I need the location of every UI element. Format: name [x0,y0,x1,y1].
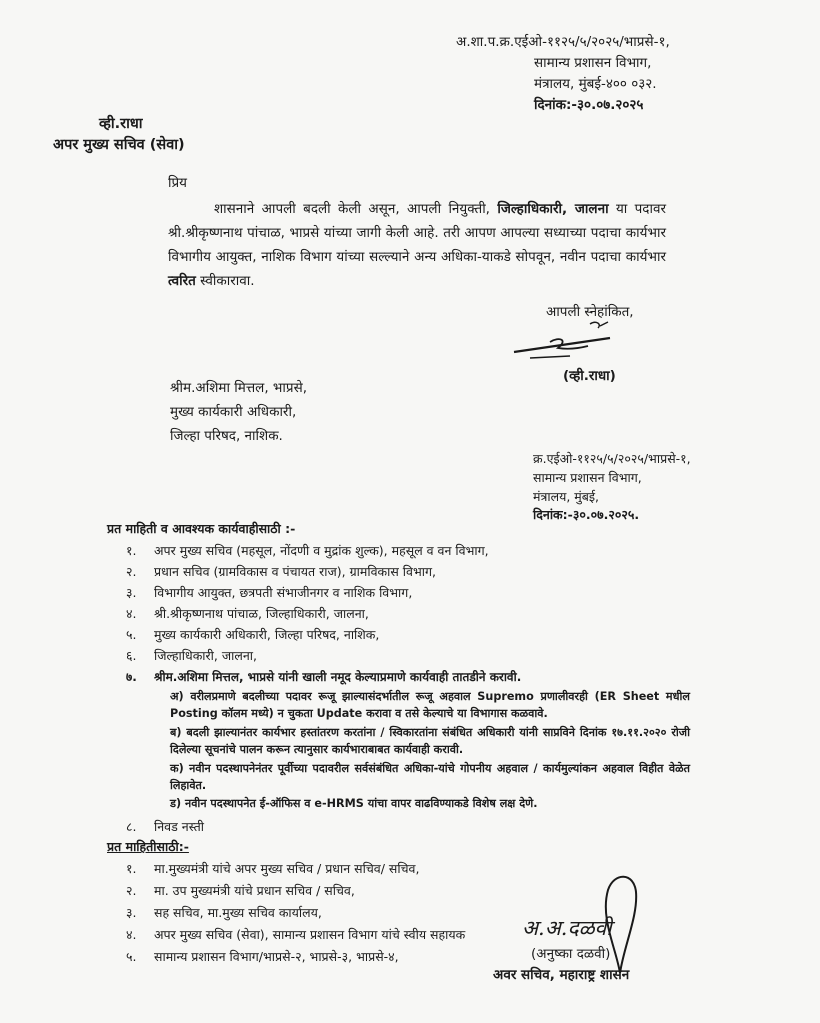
list-item: २. मा. उप मुख्यमंत्री यांचे प्रधान सचिव / सचिव, [126,883,355,898]
sub-item-c: क) नवीन पदस्थापनेनंतर पूर्वीच्या पदावरील सर्वसंबंधित अधिका-यांचे गोपनीय अहवाल / कार्यमुल्यांकन अहवाल विहीत वेळेत लिहावेत. [170,762,690,792]
header-ref-no: अ.शा.प.क्र.एईओ-११२५/५/२०२५/भाप्रसे-१, [456,34,670,50]
body-urgent: त्वरित [168,273,196,289]
body-part1: शासनाने आपली बदली केली असून, आपली नियुक्ती, [214,201,498,217]
list-item: १. मा.मुख्यमंत्री यांचे अपर मुख्य सचिव / प्रधान सचिव/ सचिव, [126,861,420,876]
addressee-line3: जिल्हा परिषद, नाशिक. [170,428,283,444]
list-item: २. प्रधान सचिव (ग्रामविकास व पंचायत राज), ग्रामविकास विभाग, [126,564,437,579]
body-part3: स्वीकारावा. [195,273,255,289]
copy-ref-date: दिनांक:-३०.०७.२०२५. [533,507,640,522]
footer-sign-name: (अनुष्का दळवी) [531,946,611,962]
list-item: १. अपर मुख्य सचिव (महसूल, नोंदणी व मुद्रांक शुल्क), महसूल व वन विभाग, [126,543,489,558]
header-address: मंत्रालय, मुंबई-४०० ०३२. [534,76,657,92]
sender-designation: अपर मुख्य सचिव (सेवा) [53,137,185,153]
list-item: ५. सामान्य प्रशासन विभाग/भाप्रसे-२, भाप्रसे-३, भाप्रसे-४, [126,949,399,964]
sub-item-d: ड) नवीन पदस्थापनेत ई-ऑफिस व e-HRMS यांचा वापर वाढविण्याकडे विशेष लक्ष देणे. [170,797,538,810]
list-item: ८. निवड नस्ती [126,819,204,834]
copy-action-heading: प्रत माहिती व आवश्यक कार्यवाहीसाठी :- [107,521,296,536]
body-post: जिल्हाधिकारी, जालना [497,201,609,217]
body-paragraph [168,197,666,293]
list-item: ६. जिल्हाधिकारी, जालना, [126,648,257,663]
body-part2: या पदावर श्री.श्रीकृष्णनाथ पांचाळ, भाप्रसे यांच्या जागी केली आहे. तरी आपण आपल्या सध्याच्या पदाचा कार्यभार विभागीय आयुक्त, नाशिक विभाग यांच्या सल्ल्याने अन्य अधिका-याकडे सोपवून, नवीन पदाचा कार्यभार [168,201,666,265]
header-date: दिनांक:-३०.०७.२०२५ [534,97,644,113]
addressee-line2: मुख्य कार्यकारी अधिकारी, [170,404,297,420]
signature-radha [510,318,630,370]
salutation: प्रिय [168,175,188,191]
addressee-line1: श्रीम.अशिमा मित्तल, भाप्रसे, [170,380,307,396]
list-item: ३. सह सचिव, मा.मुख्य सचिव कार्यालय, [126,905,322,920]
closing-signatory: (व्ही.राधा) [563,368,616,384]
handwritten-signature: अ.अ.दळवी [522,916,612,940]
header-dept: सामान्य प्रशासन विभाग, [534,55,652,71]
list-item: ३. विभागीय आयुक्त, छत्रपती संभाजीनगर व नाशिक विभाग, [126,585,413,600]
list-item: ५. मुख्य कार्यकारी अधिकारी, जिल्हा परिषद, नाशिक, [126,627,380,642]
closing-text: आपली स्नेहांकित, [546,304,634,320]
copy-ref-dept: सामान्य प्रशासन विभाग, [533,470,642,485]
footer-sign-designation: अवर सचिव, महाराष्ट्र शासन [493,967,630,983]
list-item: ७. श्रीम.अशिमा मित्तल, भाप्रसे यांनी खाली नमूद केल्याप्रमाणे कार्यवाही तातडीने करावी. [126,670,522,684]
copy-info-heading: प्रत माहितीसाठी:- [107,839,189,854]
list-item: ४. श्री.श्रीकृष्णनाथ पांचाळ, जिल्हाधिकारी, जालना, [126,606,369,621]
sub-item-a: अ) वरीलप्रमाणे बदलीच्या पदावर रूजू झाल्यासंदर्भातील रूजू अहवाल Supremo प्रणालीवरही (ER Sheet मधील Posting कॉलम मध्ये) न चुकता Update करावा व तसे केल्याचे या विभागास कळवावे. [170,690,690,720]
sub-item-b: ब) बदली झाल्यानंतर कार्यभार हस्तांतरण करतांना / स्विकारतांना संबंधित अधिकारी यांनी साप्रविने दिनांक १७.११.२०२० रोजी दिलेल्या सूचनांचे पालन करून त्यानुसार कार्यभाराबाबत कार्यवाही करावी. [170,726,690,756]
copy-ref-no: क्र.एईओ-११२५/५/२०२५/भाप्रसे-१, [533,451,691,466]
copy-ref-address: मंत्रालय, मुंबई, [533,489,600,504]
list-item: ४. अपर मुख्य सचिव (सेवा), सामान्य प्रशासन विभाग यांचे स्वीय सहायक [126,927,466,942]
sender-name: व्ही.राधा [99,116,143,132]
